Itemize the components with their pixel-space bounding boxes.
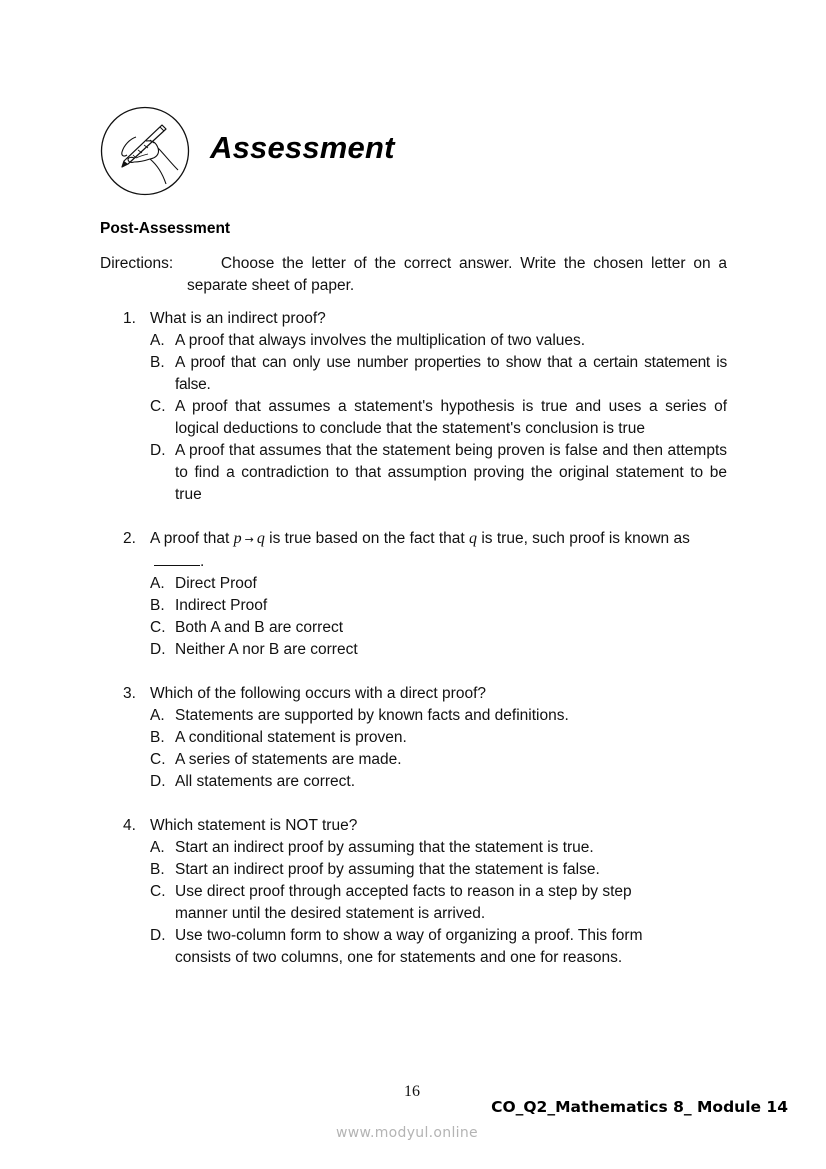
option-letter: C. (150, 398, 166, 415)
option-c (150, 617, 727, 639)
question-text-part: is true, such proof is known as (481, 530, 690, 547)
question-text-part: A proof that (150, 530, 230, 547)
option-d (150, 639, 727, 661)
question-3 (123, 683, 727, 793)
option-b (150, 859, 727, 881)
directions-text-line2: separate sheet of paper. (187, 277, 355, 294)
option-letter: B. (150, 861, 165, 878)
option-a (150, 705, 727, 727)
page-title: Assessment (210, 130, 395, 165)
option-a (150, 330, 727, 352)
question-number: 2. (123, 530, 136, 547)
option-letter: D. (150, 927, 166, 944)
question-text-end: . (200, 553, 205, 570)
option-letter: A. (150, 839, 165, 856)
option-text: A proof that can only use number properties to show that a certain statement is false. (175, 354, 727, 393)
directions-text-line1: Choose the letter of the correct answer. Write the chosen letter on a (220, 255, 727, 272)
option-text: A series of statements are made. (175, 751, 402, 768)
option-text: Direct Proof (175, 575, 257, 592)
question-text: Which statement is NOT true? (150, 817, 358, 834)
option-c (150, 396, 727, 440)
question-1 (123, 308, 727, 506)
hand-writing-pencil-icon (100, 106, 190, 196)
option-letter: C. (150, 619, 166, 636)
option-d (150, 771, 727, 793)
option-b (150, 727, 727, 749)
option-letter: B. (150, 729, 165, 746)
question-text: Which of the following occurs with a direct proof? (150, 685, 486, 702)
question-number: 4. (123, 817, 136, 834)
question-text-part: is true based on the fact that (269, 530, 465, 547)
question-text: What is an indirect proof? (150, 310, 326, 327)
option-c (150, 749, 727, 771)
option-text: Use direct proof through accepted facts to reason in a step by step manner until the desired statement is arrived. (175, 883, 632, 922)
option-letter: D. (150, 773, 166, 790)
math-variable-p: p (233, 530, 242, 547)
implies-arrow-icon: → (244, 533, 254, 546)
option-b (150, 595, 727, 617)
option-letter: A. (150, 575, 165, 592)
section-title: Post-Assessment (100, 220, 231, 237)
option-text: A proof that always involves the multiplication of two values. (175, 332, 586, 349)
math-variable-q: q (256, 530, 265, 547)
option-letter: D. (150, 641, 166, 658)
module-code: CO_Q2_Mathematics 8_ Module 14 (491, 1098, 788, 1116)
answer-blank (154, 552, 200, 566)
option-letter: C. (150, 751, 166, 768)
page-number: 16 (404, 1083, 420, 1100)
option-text: Indirect Proof (175, 597, 268, 614)
option-text: A proof that assumes that the statement being proven is false and then attempts to find a contradiction to that assumption proving the original statement to be true (175, 442, 727, 503)
question-number: 3. (123, 685, 136, 702)
option-d (150, 925, 727, 969)
question-text (150, 528, 727, 573)
option-a (150, 573, 727, 595)
option-text: Statements are supported by known facts and definitions. (175, 707, 569, 724)
option-text: Start an indirect proof by assuming that the statement is true. (175, 839, 594, 856)
option-d (150, 440, 727, 506)
directions (100, 253, 727, 297)
directions-label: Directions: (100, 255, 174, 272)
option-text: Start an indirect proof by assuming that the statement is false. (175, 861, 600, 878)
question-2 (123, 528, 727, 661)
option-text: A conditional statement is proven. (175, 729, 407, 746)
option-a (150, 837, 727, 859)
question-4 (123, 815, 727, 969)
option-text: Both A and B are correct (175, 619, 344, 636)
option-c (150, 881, 727, 925)
question-list (123, 308, 727, 991)
option-letter: D. (150, 442, 166, 459)
option-letter: B. (150, 597, 165, 614)
option-b (150, 352, 727, 396)
question-number: 1. (123, 310, 136, 327)
option-text: All statements are correct. (175, 773, 356, 790)
watermark: www.modyul.online (336, 1125, 478, 1141)
option-text: Neither A nor B are correct (175, 641, 358, 658)
option-letter: C. (150, 883, 166, 900)
option-text: Use two-column form to show a way of organizing a proof. This form consists of two columns, one for statements and one for reasons. (175, 927, 643, 966)
option-letter: A. (150, 707, 165, 724)
option-letter: B. (150, 354, 165, 371)
math-variable-q: q (469, 530, 478, 547)
option-text: A proof that assumes a statement's hypothesis is true and uses a series of logical deductions to conclude that the statement's conclusion is true (175, 398, 727, 437)
header (100, 106, 190, 196)
option-letter: A. (150, 332, 165, 349)
